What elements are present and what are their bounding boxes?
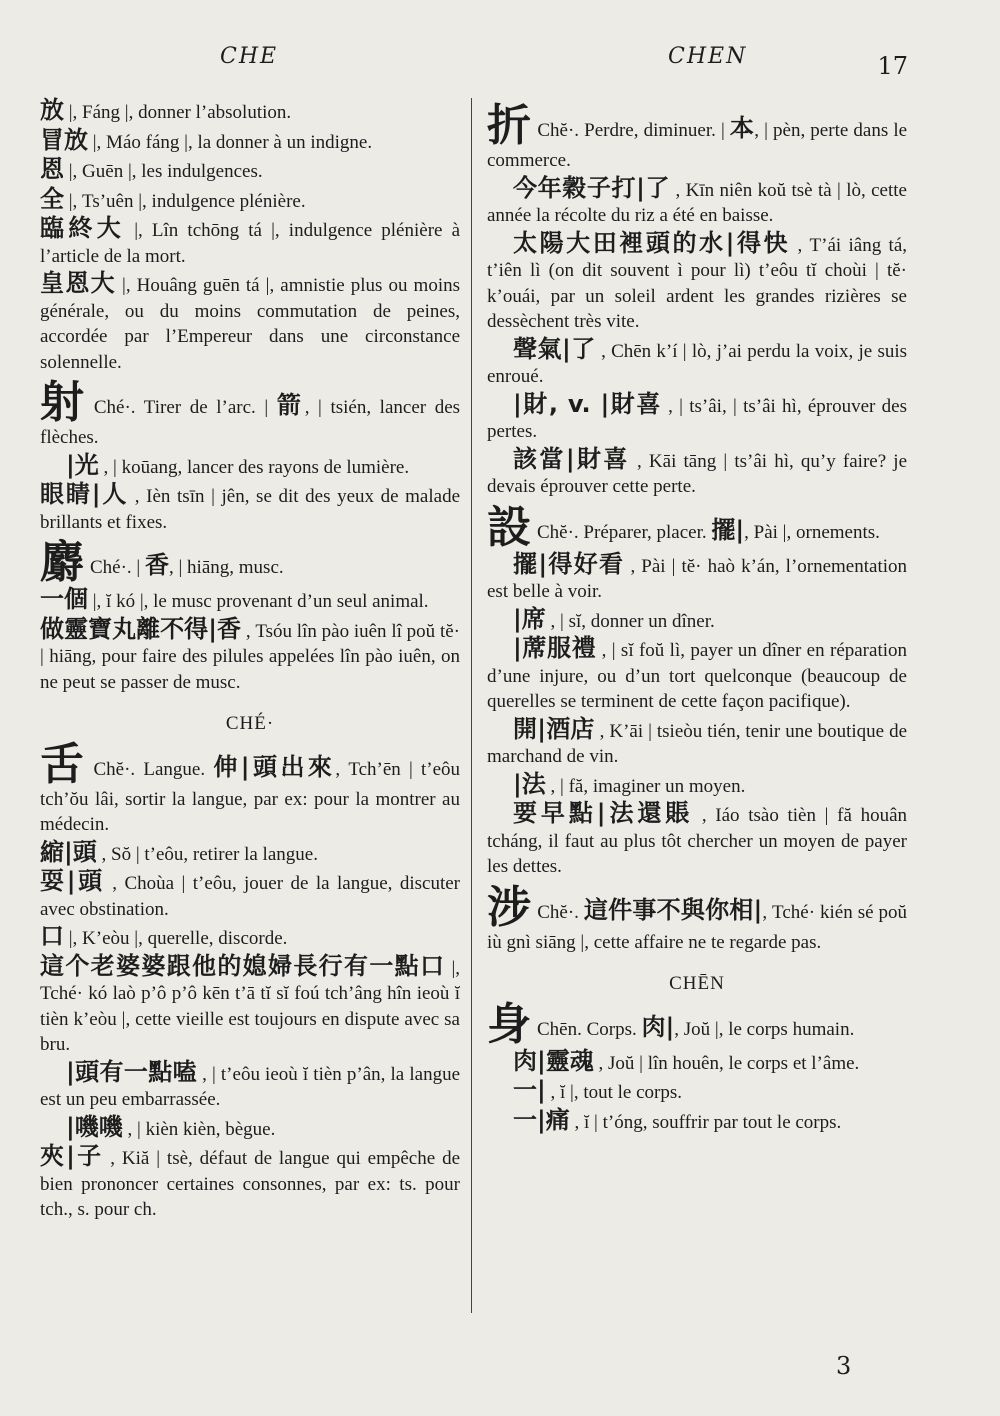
chinese-phrase: 皇恩大 [40, 269, 116, 297]
sub-entry [40, 271, 460, 375]
definition-text: , Pài |, ornements. [744, 521, 880, 543]
definition-text: , Joŭ | lîn houên, le corps et l’âme. [598, 1052, 860, 1074]
chinese-phrase: 眼睛|人 [40, 480, 129, 508]
definition-text: , Kiă | tsè, défaut de langue qui empêche de bien prononcer certaines consonnes, par ex: ts. pour tch., s. pour ch. [40, 1148, 461, 1220]
sub-entry [487, 1105, 907, 1136]
chinese-phrase: 肉|靈魂 [513, 1046, 594, 1075]
sub-entry [487, 604, 907, 635]
chinese-phrase: |蓆服禮 [513, 634, 597, 662]
headword-entry [487, 998, 907, 1050]
definition-text: , Tsóu lîn pào iuên lî poŭ tĕ· | hiāng, pour faire des pilules appelées lîn pào iuên, on ne peut se passer de musc. [40, 620, 460, 693]
sub-entry [487, 444, 908, 500]
definition-text: , K’āi | tsieòu tién, tenir une boutique de marchand de vin. [487, 720, 908, 767]
definition-text: |, Máo fáng |, la donner à un indigne. [92, 131, 373, 153]
definition-text: |, Guēn |, les indulgences. [68, 161, 263, 182]
chinese-phrase: |光 [66, 450, 99, 479]
sub-entry [487, 389, 907, 445]
sub-entry [487, 228, 908, 335]
definition-text: , Pài | tĕ· haò k’án, l’ornementation est belle à voir. [487, 555, 908, 602]
headword-character: 射 [40, 377, 88, 428]
sub-entry [40, 614, 460, 696]
definition-text: , Kīn niên koŭ tsè tà | lò, cette année la récolte du riz a été en baisse. [487, 179, 907, 226]
sub-entry [487, 801, 907, 880]
chinese-phrase: 冒放 [40, 125, 88, 154]
headword-character: 涉 [487, 881, 532, 933]
sub-entry [40, 216, 460, 269]
sub-entry [40, 951, 461, 1058]
chinese-phrase: 全 [40, 184, 64, 213]
chinese-phrase: 太陽大田裡頭的水|得快 [513, 228, 791, 257]
sub-entry [40, 184, 460, 215]
signature-mark: 3 [836, 1352, 852, 1380]
chinese-phrase: 放 [40, 96, 64, 124]
chinese-phrase: 耍|頭 [40, 867, 105, 895]
headword-entry [487, 501, 907, 553]
definition-text: , Iáo tsào tièn | fă houân tcháng, il faut au plus tôt chercher un moyen de payer les dettes. [487, 805, 907, 877]
sub-entry [487, 334, 908, 390]
headword-entry [40, 738, 461, 838]
sub-entry [40, 450, 460, 481]
sub-entry [40, 125, 460, 156]
sub-entry [487, 714, 908, 770]
definition-text: , Sŏ | t’eôu, retirer la langue. [101, 843, 318, 865]
chinese-phrase: |法 [513, 769, 546, 798]
headword-entry [40, 537, 460, 588]
sub-entry [487, 549, 908, 605]
headword-character: 折 [487, 100, 532, 151]
chinese-phrase: |席 [513, 604, 546, 633]
chinese-phrase: 今年穀子打|了 [513, 173, 671, 202]
definition-text: , T’ái iâng tá, t’iên lì (on dit souvent ì pour lì) t’eôu tĭ choùi | tĕ· k’ouái, par un soleil ardent les grandes rizières se dessèchent très vite. [487, 234, 908, 332]
page-number: 17 [877, 52, 908, 80]
column-divider [471, 98, 472, 1313]
chinese-phrase: 一| [513, 1076, 546, 1104]
sub-entry [40, 837, 460, 868]
headword-character: 舌 [40, 738, 88, 790]
chinese-phrase: 伸|頭出來 [213, 752, 336, 781]
definition-text: Ché·. | [90, 557, 141, 578]
headword-entry [487, 881, 908, 956]
definition-text: |, Lîn tchōng tá |, indulgence plénière à l’article de la mort. [40, 220, 461, 267]
chinese-phrase: 該當|財喜 [513, 444, 630, 473]
chinese-phrase: 臨終大 [40, 214, 126, 242]
chinese-phrase: 要早點|法還賬 [513, 799, 694, 827]
sub-entry [40, 1057, 461, 1113]
definition-text: , | sĭ foŭ lì, payer un dîner en réparation d’une injure, ou d’un tort quelconque (beaucoup de querelles se terminent de cette façon pacifique). [487, 640, 907, 712]
chinese-phrase: 一|痛 [513, 1105, 570, 1134]
chinese-phrase: 開|酒店 [513, 714, 595, 743]
sub-entry [487, 1046, 907, 1077]
chinese-phrase: 夾|子 [40, 1142, 104, 1170]
running-head-right: CHEN [668, 44, 748, 69]
definition-text: , Tch’ēn | t’eôu tch’ŏu lâi, sortir la langue, par ex: pour la montrer au médecin. [40, 758, 461, 835]
definition-text: |, ĭ kó |, le musc provenant d’un seul animal. [92, 591, 429, 612]
definition-text: Chĕ·. Langue. [93, 758, 206, 780]
definition-text: |, K’eòu |, querelle, discorde. [68, 928, 288, 949]
chinese-phrase: 恩 [40, 155, 64, 183]
chinese-phrase: |頭有一點嗑 [66, 1057, 197, 1086]
definition-text: Ché·. Tirer de l’arc. | [93, 397, 269, 418]
definition-text: , ĭ |, tout le corps. [550, 1082, 683, 1103]
headword-character: 設 [487, 501, 531, 553]
definition-text: |, Fáng |, donner l’absolution. [68, 102, 292, 123]
definition-text: , | t’eôu ieoù ĭ tièn p’ân, la langue est un peu embarrassée. [40, 1063, 461, 1110]
headword-character: 身 [487, 998, 531, 1050]
section-heading: CHÉ· [225, 713, 275, 734]
definition-text: , Choùa | t’eôu, jouer de la langue, discuter avec obstination. [40, 873, 461, 920]
definition-text: Chĕ·. Préparer, placer. [537, 521, 707, 543]
definition-text: |, Houâng guēn tá |, amnistie plus ou moins générale, ou du moins commutation de peines, accordée par l’Empereur dans une circonstance solennelle. [40, 275, 461, 373]
chinese-phrase: 縮|頭 [40, 837, 97, 866]
sub-entry [40, 482, 460, 535]
chinese-phrase: |財, v. |財喜 [513, 389, 662, 418]
chinese-phrase: 擺| [711, 515, 745, 544]
chinese-phrase: 這件事不與你相| [583, 895, 763, 924]
definition-text: , | sĭ, donner un dîner. [550, 610, 715, 632]
definition-text: , Ièn tsīn | jên, se dit des yeux de malade brillants et fixes. [40, 486, 461, 533]
chinese-phrase: 本 [729, 114, 755, 142]
definition-text: Chēn. Corps. [537, 1018, 637, 1040]
definition-text: , | koūang, lancer des rayons de lumière. [103, 456, 410, 478]
headword-entry [40, 377, 461, 451]
definition-text: , | hiāng, musc. [169, 557, 284, 578]
sub-entry [40, 1112, 460, 1143]
running-head-left: CHE [220, 44, 279, 69]
definition-text: , ĭ | t’óng, souffrir par tout le corps. [574, 1111, 842, 1133]
definition-text: , | ts’âi, | ts’âi hì, éprouver des pertes. [487, 395, 907, 442]
sub-entry [40, 924, 460, 952]
definition-text: Chĕ·. [537, 901, 579, 923]
definition-text: , | fă, imaginer un moyen. [550, 775, 746, 797]
sub-entry [40, 98, 460, 126]
chinese-phrase: |嘰嘰 [66, 1112, 123, 1141]
definition-text: , | tsién, lancer des flèches. [40, 397, 461, 448]
chinese-phrase: 箭 [276, 391, 305, 419]
sub-entry [40, 1144, 460, 1223]
definition-text: , Joŭ |, le corps humain. [674, 1018, 855, 1040]
chinese-phrase: 聲氣|了 [513, 334, 596, 363]
chinese-phrase: 擺|得好看 [513, 549, 625, 578]
headword-character: 麝 [40, 537, 84, 588]
definition-text: , | pèn, perte dans le commerce. [487, 120, 908, 171]
definition-text: Chĕ·. Perdre, diminuer. | [537, 120, 725, 141]
definition-text: , | kièn kièn, bègue. [127, 1118, 276, 1140]
right-column [487, 98, 907, 1137]
definition-text: |, Tché· kó laò p’ô p’ô kēn t’ā tĭ sĭ foú tch’âng hîn ieoù ĭ tièn k’eòu |, cette vieille est toujours en dispute avec sa bru. [40, 957, 461, 1055]
chinese-phrase: 一個 [40, 585, 88, 613]
sub-entry [40, 157, 460, 185]
chinese-phrase: 這个老婆婆跟他的媳婦長行有一點口 [40, 951, 446, 980]
headword-entry [487, 100, 908, 174]
sub-entry [40, 869, 460, 922]
definition-text: , Kāi tāng | ts’âi hì, qu’y faire? je devais éprouver cette perte. [487, 450, 908, 497]
sub-entry [487, 636, 907, 715]
chinese-phrase: 肉| [641, 1012, 675, 1041]
sub-entry [487, 1078, 907, 1106]
chinese-phrase: 香 [145, 551, 169, 579]
chinese-phrase: 做靈寶丸離不得|香 [40, 614, 242, 643]
sub-entry [40, 587, 460, 615]
definition-text: |, Ts’uên |, indulgence plénière. [68, 190, 306, 212]
definition-text: , Chēn k’í | lò, j’ai perdu la voix, je suis enroué. [487, 340, 908, 387]
definition-text: , Tché· kién sé poŭ iù gnì siāng |, cette affaire ne te regarde pas. [487, 901, 908, 953]
left-column [40, 98, 460, 1225]
section-heading: CHĒN [669, 973, 725, 994]
sub-entry [487, 173, 907, 229]
sub-entry [487, 769, 907, 800]
chinese-phrase: 口 [40, 922, 64, 950]
